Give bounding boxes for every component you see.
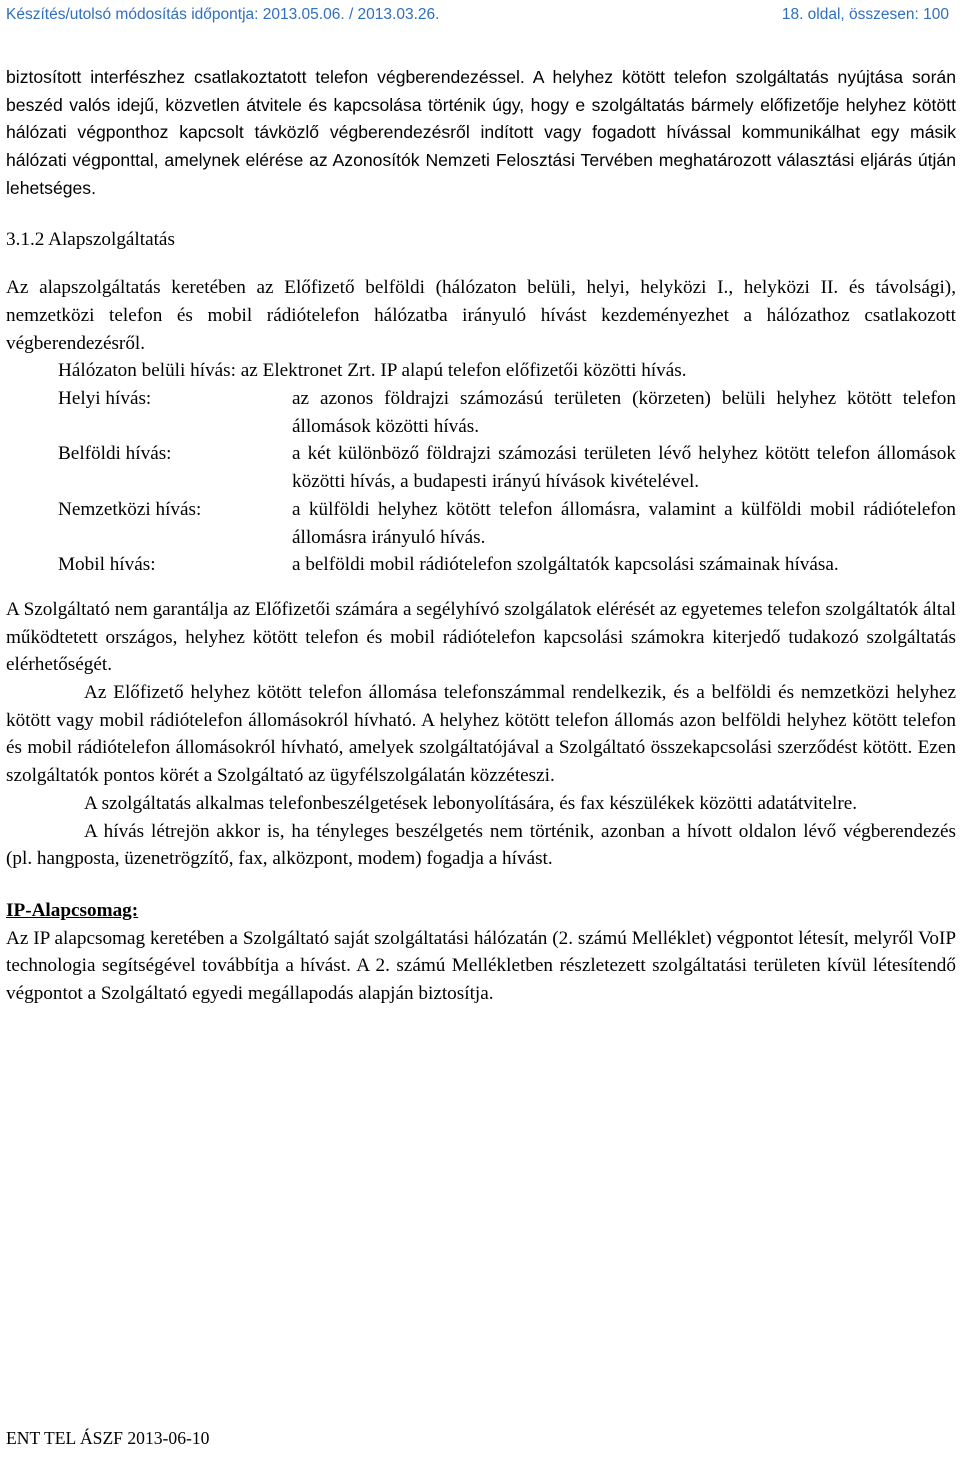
ip-package-paragraph: Az IP alapcsomag keretében a Szolgáltató saját szolgáltatási hálózatán (2. számú Melléklet) végpontot létesít, melyről VoIP technologia segítségével továbbítja a hívást. A 2. számú Mellékletben részletezett szolgáltatási területen kívül létesítendő végpontot a Szolgáltató egyedi megállapodás alapján biztosítja.	[6, 927, 956, 1005]
subscriber-phone-paragraph: Az Előfizető helyhez kötött telefon állomása telefonszámmal rendelkezik, és a belföldi és nemzetközi helyhez kötött vagy mobil rádiótelefon állomásokról hívható. A helyhez kötött telefon állomás azon belföldi helyhez kötött telefon és mobil rádiótelefon állomásokról hívható, amelyek szolgáltatójával a Szolgáltató összekapcsolási szerződést kötött. Ezen szolgáltatók pontos körét a Szolgáltató az ügyfélszolgálatán közzéteszi.	[6, 682, 956, 787]
header-page-number: 18. oldal, összesen: 100	[781, 6, 949, 23]
ip-package-title: IP-Alapcsomag:	[6, 899, 139, 921]
guarantee-paragraph: A Szolgáltató nem garantálja az Előfizetői számára a segélyhívó szolgálatok elérését az egyetemes telefon szolgáltatók által működtetett országos, helyhez kötött telefon és mobil rádiótelefon kapcsolási számokra kiterjedő tudakozó szolgáltatás elérhetőségét.	[6, 598, 956, 676]
alapszolgaltatas-paragraph: Az alapszolgáltatás keretében az Előfizető belföldi (hálózaton belüli, helyi, helyközi I., helyközi II. és távolsági), nemzetközi telefon és mobil rádiótelefon hálózatba irányuló hívást kezdeményezhet a hálózathoz csatlakozott végberendezésről.	[6, 277, 956, 354]
service-suitability-paragraph: A szolgáltatás alkalmas telefonbeszélgetések lebonyolítására, és fax készülékek közötti adatátvitelre.	[84, 792, 858, 814]
definition-row-belfoldi	[6, 440, 956, 495]
definition-term: Nemzetközi hívás:	[58, 498, 202, 520]
call-established-paragraph: A hívás létrejön akkor is, ha tényleges beszélgetés nem történik, azonban a hívott oldalon lévő végberendezés (pl. hangposta, üzenetrögzítő, fax, alközpont, modem) fogadja a hívást.	[6, 820, 956, 870]
call-type-definitions	[6, 385, 956, 579]
header-timestamp: Készítés/utolsó módosítás időpontja: 2013.05.06. / 2013.03.26.	[6, 6, 440, 23]
intro-paragraph: biztosított interfészhez csatlakoztatott telefon végberendezéssel. A helyhez kötött telefon szolgáltatás nyújtása során beszéd valós idejű, közvetlen átvitele és kapcsolása történik úgy, hogy e szolgáltatás bármely előfizetője helyhez kötött hálózati végponthoz kapcsolt távközlő végberendezésről indított vagy fogadott hívással kommunikálhat egy másik hálózati végponttal, amelynek elérése az Azonosítók Nemzeti Felosztási Tervében meghatározott választási eljárás útján lehetséges.	[6, 67, 956, 198]
network-call-definition: Hálózaton belüli hívás: az Elektronet Zrt. IP alapú telefon előfizetői közötti hívás.	[58, 360, 687, 382]
definition-term: Helyi hívás:	[58, 388, 152, 410]
definition-description: a belföldi mobil rádiótelefon szolgáltatók kapcsolási számainak hívása.	[292, 554, 839, 576]
definition-row-mobil	[6, 551, 956, 579]
section-title: 3.1.2 Alapszolgáltatás	[6, 228, 175, 250]
page-header	[6, 6, 954, 30]
definition-row-helyi	[6, 385, 956, 440]
definition-term: Mobil hívás:	[58, 554, 156, 576]
page-footer: ENT TEL ÁSZF 2013-06-10	[6, 1428, 210, 1448]
definition-description: az azonos földrajzi számozású területen (körzeten) belüli helyhez kötött telefon állomások közötti hívás.	[292, 388, 956, 437]
definition-term: Belföldi hívás:	[58, 443, 172, 465]
definition-row-nemzetkozi	[6, 496, 956, 551]
definition-description: a külföldi helyhez kötött telefon állomásra, valamint a külföldi mobil rádiótelefon állomásra irányuló hívás.	[292, 498, 956, 548]
document-body	[6, 64, 956, 1008]
definition-description: a két különböző földrajzi számozási területen lévő helyhez kötött telefon állomások közötti hívás, a budapesti irányú hívások kivételével.	[292, 443, 956, 493]
